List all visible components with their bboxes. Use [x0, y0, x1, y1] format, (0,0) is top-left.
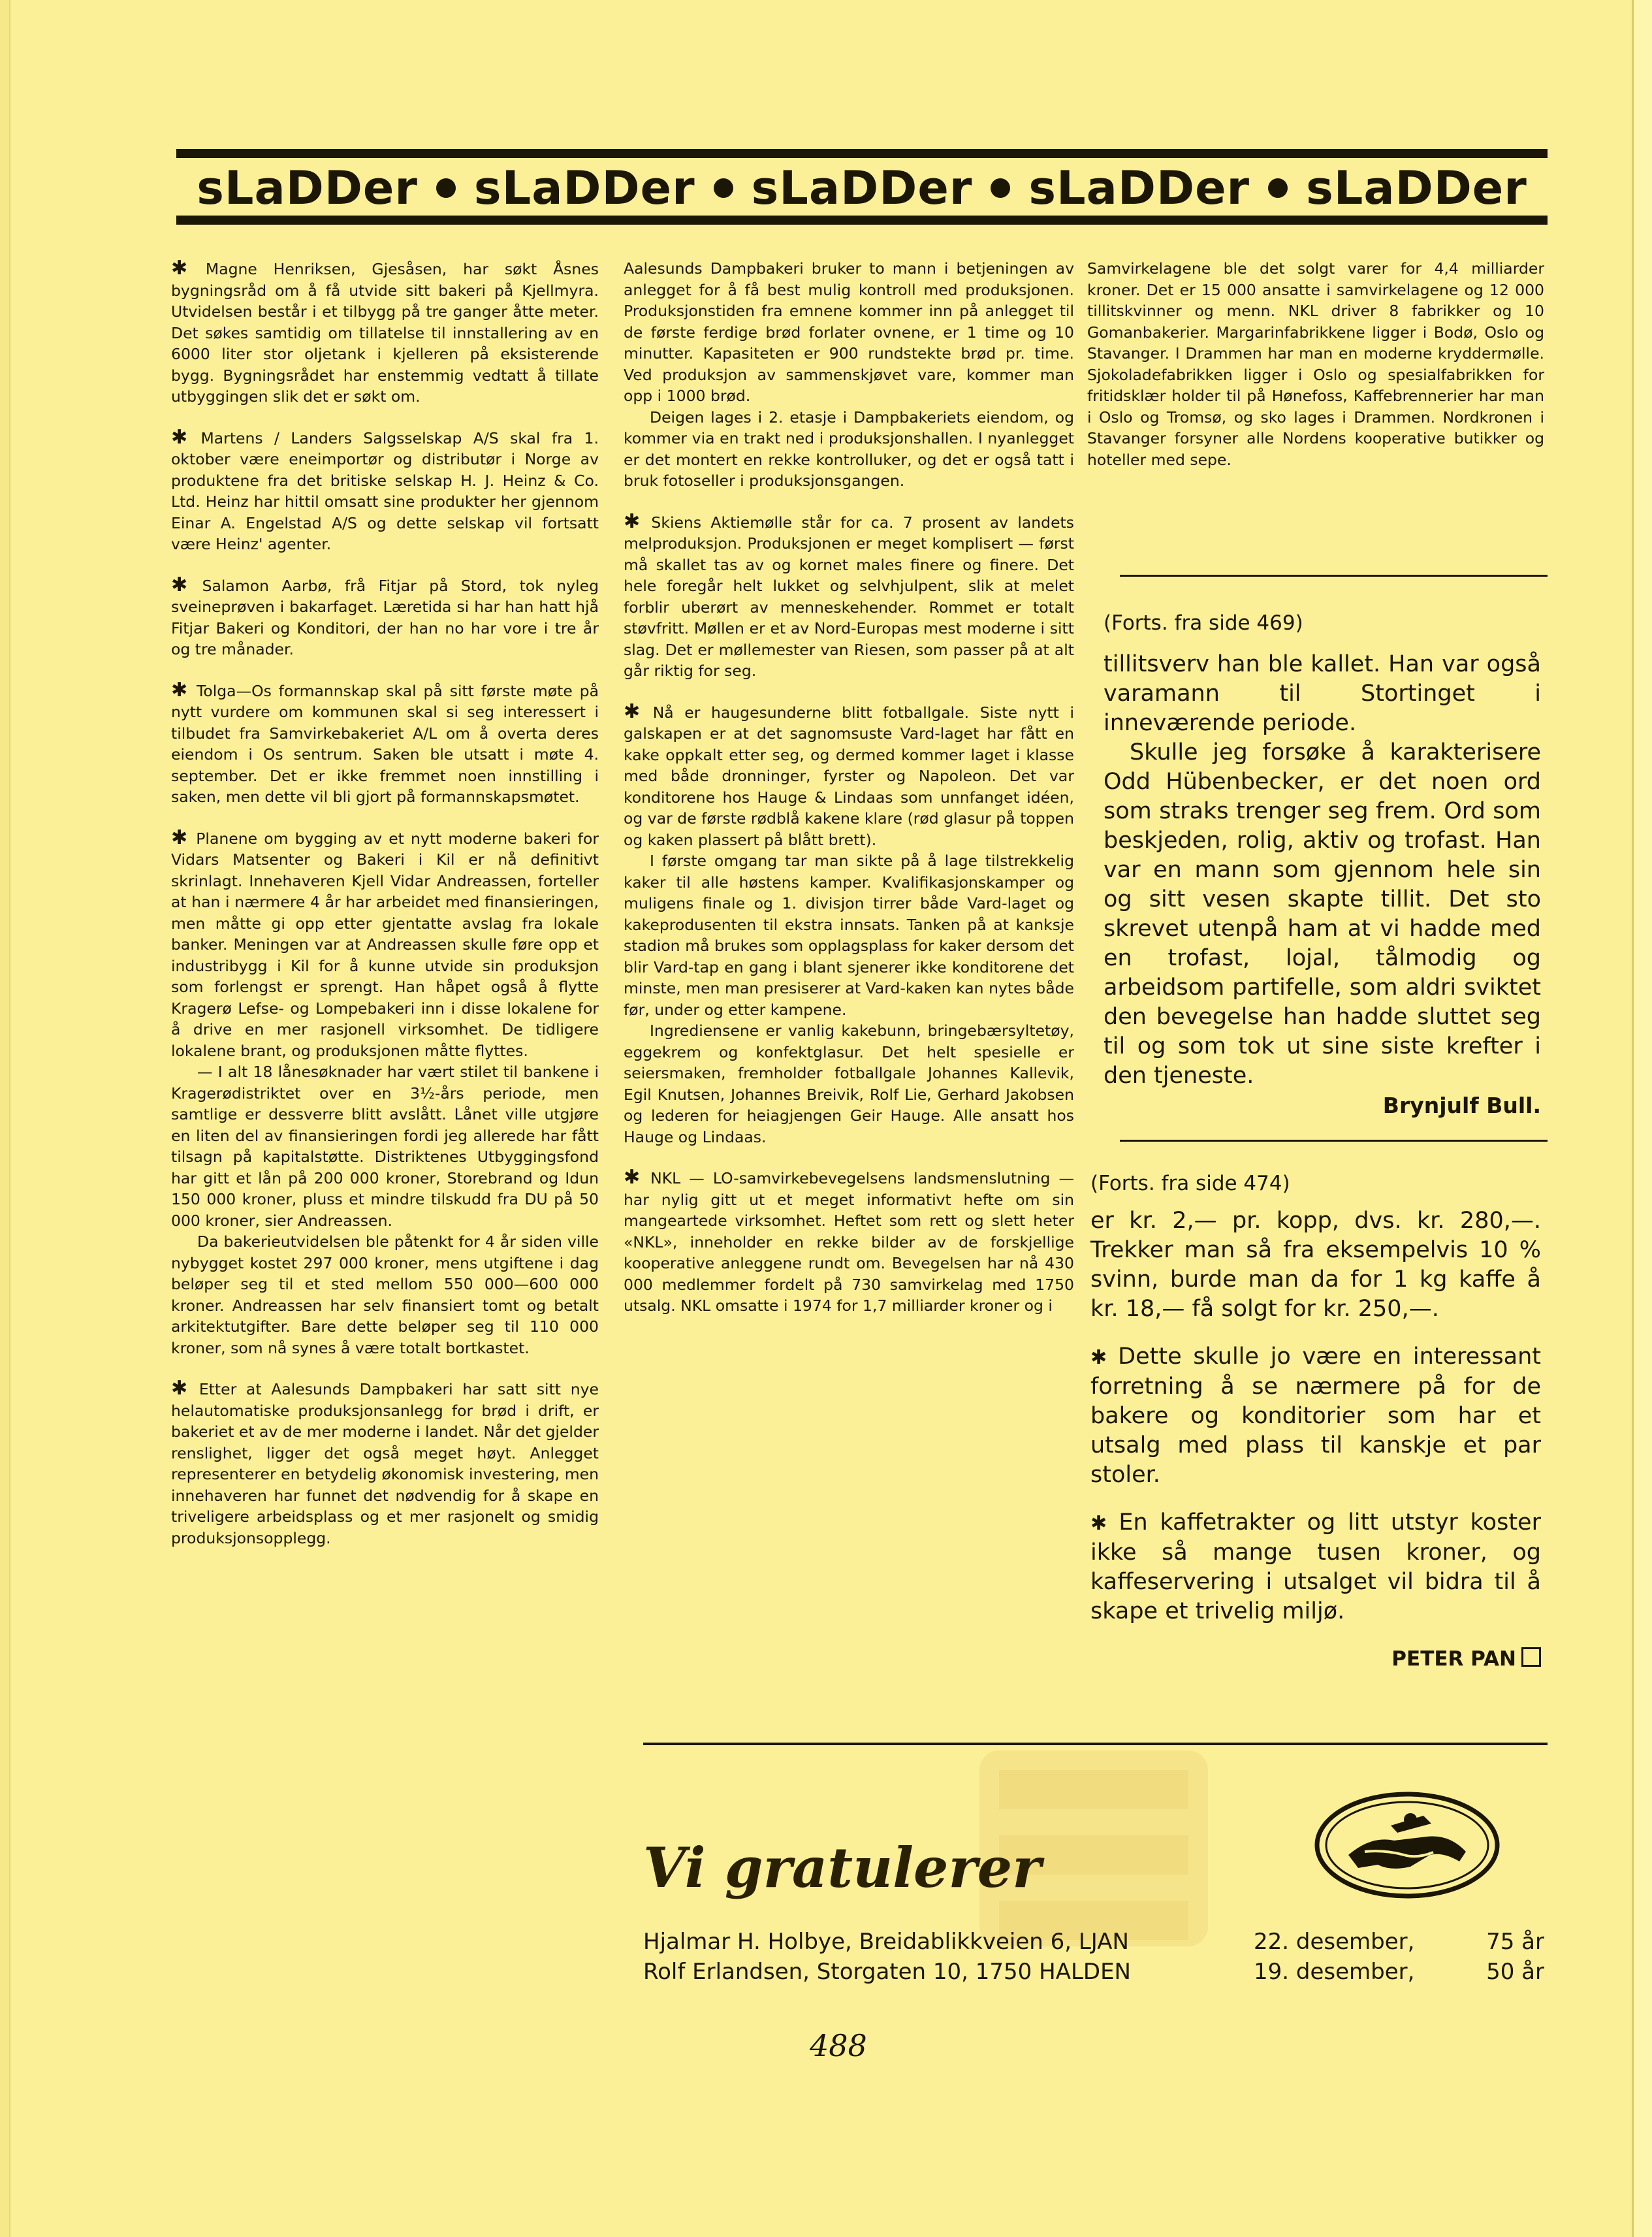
signature-bull: Brynjulf Bull.	[1382, 1093, 1541, 1118]
continued-from-474: (Forts. fra side 474)	[1090, 1172, 1290, 1195]
asterisk-icon: ✱	[171, 678, 197, 701]
news-item-aarbo: ✱ Salamon Aarbø, frå Fitjar på Stord, tok nyleg sveineprøven i bakarfaget. Læretida si har han hatt hjå Fitjar Bakeri og Konditori, der han no har vore i tre år og tre månader.	[171, 573, 599, 658]
asterisk-icon: ✱	[624, 1166, 651, 1189]
bullet-dot-icon	[714, 178, 733, 198]
news-item-nkl-cont: Samvirkelagene ble det solgt varer for 4,4 milliarder kroner. Det er 15 000 ansatte i samvirkelagene og 12 000 tillitskvinner og menn. NKL driver 8 fabrikker og 10 Gomanbakerier. Margarinfabrikkene ligger i Bodø, Oslo og Stavanger. I Drammen har man en moderne kryddermølle. Sjokoladefabrikken ligger i Oslo og spesialfabrikken for fritidsklær holder til på Hønefoss, Kaffebrennerier har man i Oslo og Tromsø, og sko lages i Drammen. Nordkronen i Stavanger forsyner alle Nordens kooperative butikker og hoteller med sepe.	[1087, 259, 1544, 469]
asterisk-icon: ✱	[1090, 1512, 1119, 1535]
column-2	[624, 258, 1074, 1336]
gratulerer-row	[643, 1957, 1544, 1987]
continued-text-2a: er kr. 2,— pr. kopp, dvs. kr. 280,—. Trekker man så fra eksempelvis 10 % svinn, burde man da for 1 kg kaffe å kr. 18,— få solgt for kr. 250,—.	[1090, 1208, 1541, 1322]
divider-rule	[1120, 1140, 1548, 1142]
news-item-aalesund-cont: Aalesunds Dampbakeri bruker to mann i betjeningen av anlegget for å få best mulig kontroll med produksjonen. Produksjonstiden fra emnene kommer inn på anlegget til de første ferdige brød forlater ovnene, er 1 time og 10 minutter. Kapasiteten er 900 rundstekte brød pr. time. Ved produksjon av sammenskjøvet vare, kommer man opp i 1000 brød.	[624, 259, 1074, 405]
news-item-nkl: ✱ NKL — LO-samvirkebevegelsens landsmenslutning — har nylig gitt ut et meget informativt hefte om sin mangeartede virksomhet. Heftet som rett og slett heter «NKL», inneholder en rekke bilder av de forskjellige kooperative anleggene rundt om. Bevegelsen har nå 430 000 medlemmer fordelt på 730 samvirkelag med 1750 utsalg. NKL omsatte i 1974 for 1,7 milliarder kroner og i	[624, 1166, 1074, 1315]
news-item-haugesund-cont: I første omgang tar man sikte på å lage tilstrekkelig kaker til alle høstens kamper. Kvalifikasjonskamper og muligens finale og 1. divisjon tirrer både Vard-laget og kakeprodusenten til ekstra innsats. Tanken på at kanksje stadion må brukes som opplagsplass for kaker dersom det blir Vard-tap en gang i blant sjenerer ikke konditorene det minste, men man presiserer at Vard-kaken kan nytes både før, under og etter kampene.	[624, 852, 1074, 1019]
news-item-haugesund-cont2: Ingrediensene er vanlig kakebunn, bringebærsyltetøy, eggekrem og konfektglasur. Det helt spesielle er seiersmaken, fremholder fotballgale Johannes Kallevik, Egil Knutsen, Johannes Breivik, Rolf Lie, Gerhard Jakobsen og lederen for heiagjengen Geir Hauge. Alle ansatt hos Hauge og Lindaas.	[624, 1022, 1074, 1146]
asterisk-icon: ✱	[171, 425, 201, 449]
masthead-word-4: sLaDDer	[1028, 161, 1250, 215]
masthead-word-5: sLaDDer	[1306, 161, 1527, 215]
gratulerer-age: 50 år	[1486, 1959, 1544, 1985]
masthead	[176, 161, 1548, 216]
continued-text-1b: Skulle jeg forsøke å karakterisere Odd Hübenbecker, er det noen ord som straks trenger seg frem. Ord som beskjeden, rolig, aktiv og trofast. Han var en mann som gjennom hele sin og sitt vesen skapte tillit. Det sto skrevet utenpå ham at vi hadde med en trofast, lojal, tålmodig og arbeidsom partifelle, som aldri sviktet den bevegelse han hadde sluttet seg til og som tok ut sine siste krefter i den tjeneste.	[1104, 739, 1541, 1089]
masthead-word-2: sLaDDer	[473, 161, 695, 215]
news-item-skiens: ✱ Skiens Aktiemølle står for ca. 7 prosent av landets melproduksjon. Produksjonen er meget komplisert — først må skallet tas av og kornet males finere og finere. Det hele foregår helt lukket og selvhjulpent, slik at melet forblir uberørt av menneskehender. Rommet er totalt støvfritt. Møllen er et av Nord-Europas mest moderne i sitt slag. Det er møllemester van Riesen, som passer på at alt går riktig for seg.	[624, 509, 1074, 680]
news-item-aalesund-cont2: Deigen lages i 2. etasje i Dampbakeriets eiendom, og kommer via en trakt ned i produksjonshallen. I nyanlegget er det montert en rekke kontrolluker, og det er også tatt i bruk fotoseller i produksjonsgangen.	[624, 408, 1074, 490]
news-item-tolga: ✱ Tolga—Os formannskap skal på sitt første møte på nytt vurdere om kommunen skal si seg interessert i tilbudet fra Samvirkebakeriet A/L om å overta deres eiendom i Os sentrum. Saken ble utsatt i møte 4. september. Det er ikke fremmet noen innstilling i saken, men dette vil bli gjort på formannskapsmøtet.	[171, 678, 599, 806]
news-item-vidars-cont2: Da bakerieutvidelsen ble påtenkt for 4 år siden ville nybygget kostet 297 000 kroner, mens utgiftene i dag beløper seg til et sted mellom 550 000—600 000 kroner. Andreassen har selv finansiert tomt og betalt arkitektutgifter. Bare dette beløper seg til 110 000 kroner, som nå synes å være totalt bortkastet.	[171, 1232, 599, 1357]
page-number: 488	[810, 2028, 867, 2063]
news-item-martens: ✱ Martens / Landers Salgsselskap A/S skal fra 1. oktober være eneimportør og distributør i Norge av produktene fra det britiske selskap H. J. Heinz & Co. Ltd. Heinz har hittil omsatt sine produkter her gjennom Einar A. Engelstad A/S og dette selskap vil fortsatt være Heinz' agenter.	[171, 425, 599, 553]
continued-article-1	[1104, 609, 1541, 1120]
continued-text-2b: ✱ Dette skulle jo være en interessant forretning å se nærmere på for de bakere og konditorier som har et utsalg med plass til kanskje et par stoler.	[1090, 1344, 1541, 1488]
continued-text-2c: ✱ En kaffetrakter og litt utstyr koster ikke så mange tusen kroner, og kaffeservering i utsalget vil bidra til å skape et trivelig miljø.	[1090, 1509, 1541, 1624]
divider-rule	[1120, 575, 1548, 577]
news-item-henriksen: ✱ Magne Henriksen, Gjesåsen, har søkt Åsnes bygningsråd om å få utvide sitt bakeri på Kjellmyra. Utvidelsen består i et tilbygg på tre ganger åtte meter. Det søkes samtidig om tillatelse til innstallering av en 6000 liter stor oljetank i kjelleren på eksisterende bygg. Bygningsrådet har enstemmig vedtatt å tillate utbyggingen slik det er søkt om.	[171, 257, 599, 406]
column-3	[1087, 258, 1544, 483]
gratulerer-date: 22. desember,	[1254, 1929, 1415, 1955]
asterisk-icon: ✱	[171, 573, 202, 596]
bullet-dot-icon	[991, 178, 1010, 198]
continued-from-469: (Forts. fra side 469)	[1104, 611, 1303, 635]
masthead-word-1: sLaDDer	[197, 161, 418, 215]
news-item-haugesund: ✱ Nå er haugesunderne blitt fotballgale. Siste nytt i galskapen er at det sagnomsuste Vard-laget har fått en kake oppkalt etter seg, og dermed kommer laget i klasse med både dronninger, fyrster og Napoleon. Det var konditorene hos Hauge & Lindaas som unnfanget idéen, og var de første rødblå kakene klare (rød glasur på toppen og kaken plassert på blått brett).	[624, 700, 1074, 849]
column-1	[171, 258, 599, 1568]
page-edge-left	[0, 0, 10, 2237]
bullet-dot-icon	[1268, 178, 1288, 198]
page-edge-right	[1632, 0, 1652, 2237]
gratulerer-name: Rolf Erlandsen, Storgaten 10, 1750 HALDEN	[643, 1959, 1131, 1985]
asterisk-icon: ✱	[1090, 1346, 1119, 1369]
gratulerer-list	[643, 1927, 1544, 1987]
end-square-icon	[1521, 1647, 1541, 1667]
asterisk-icon: ✱	[171, 826, 197, 849]
gratulerer-title: Vi gratulerer	[643, 1835, 1041, 1900]
news-item-vidars: ✱ Planene om bygging av et nytt moderne bakeri for Vidars Matsenter og Bakeri i Kil er nå definitivt skrinlagt. Innehaveren Kjell Vidar Andreassen, forteller at han i nærmere 4 år har arbeidet med finansieringen, men måtte gi opp etter gjentatte avslag fra lokale banker. Meningen var at Andreassen skulle føre opp et industribygg i Kil for å kunne utvide sin produksjon som forlengst er sprengt. Han håpet også å flytte Kragerø Lefse- og Lompebakeri inn i disse lokalene for å drive en mer rasjonell virksomhet. De tidligere lokalene brant, og produksjonen måtte flyttes.	[171, 826, 599, 1060]
signature-peter-pan: PETER PAN	[1090, 1645, 1541, 1674]
asterisk-icon: ✱	[171, 1377, 199, 1400]
continued-text-1a: tillitsverv han ble kallet. Han var også varamann til Stortinget i inneværende periode.	[1104, 651, 1541, 736]
asterisk-icon: ✱	[624, 700, 653, 723]
gratulerer-age: 75 år	[1486, 1929, 1544, 1955]
news-item-aalesund: ✱ Etter at Aalesunds Dampbakeri har satt sitt nye helautomatiske produksjonsanlegg for brød i drift, er bakeriet et av de mer moderne i landet. Når det gjelder renslighet, ligger det også meget høyt. Anlegget representerer en betydelig økonomisk investering, men innehaveren har funnet det nødvendig for å skape en triveligere arbeidsplass og et mer rasjonelt og smidig produksjonsopplegg.	[171, 1377, 599, 1547]
news-item-vidars-cont: — I alt 18 lånesøknader har vært stilet til bankene i Kragerødistriktet over en 3½-års periode, men samtlige er dessverre blitt avslått. Lånet ville utgjøre en liten del av finansieringen fordi jeg allerede har fått tilsagn på kapitalstøtte. Distriktenes Utbyggingsfond har gitt et lån på 200 000 kroner, Storebrand og Idun 150 000 kroner, pluss et mindre tilskudd fra DU på 50 000 kroner, sier Andreassen.	[171, 1063, 599, 1230]
asterisk-icon: ✱	[171, 257, 206, 280]
gratulerer-date: 19. desember,	[1254, 1959, 1415, 1985]
masthead-rule-top	[176, 149, 1548, 158]
masthead-rule-bottom	[176, 216, 1548, 225]
gratulerer-name: Hjalmar H. Holbye, Breidablikkveien 6, LJAN	[643, 1929, 1129, 1955]
masthead-word-3: sLaDDer	[751, 161, 973, 215]
asterisk-icon: ✱	[624, 509, 652, 533]
gratulerer-row	[643, 1927, 1544, 1957]
continued-article-2	[1090, 1169, 1541, 1674]
handshake-logo-icon	[1312, 1790, 1502, 1901]
bullet-dot-icon	[436, 178, 456, 198]
